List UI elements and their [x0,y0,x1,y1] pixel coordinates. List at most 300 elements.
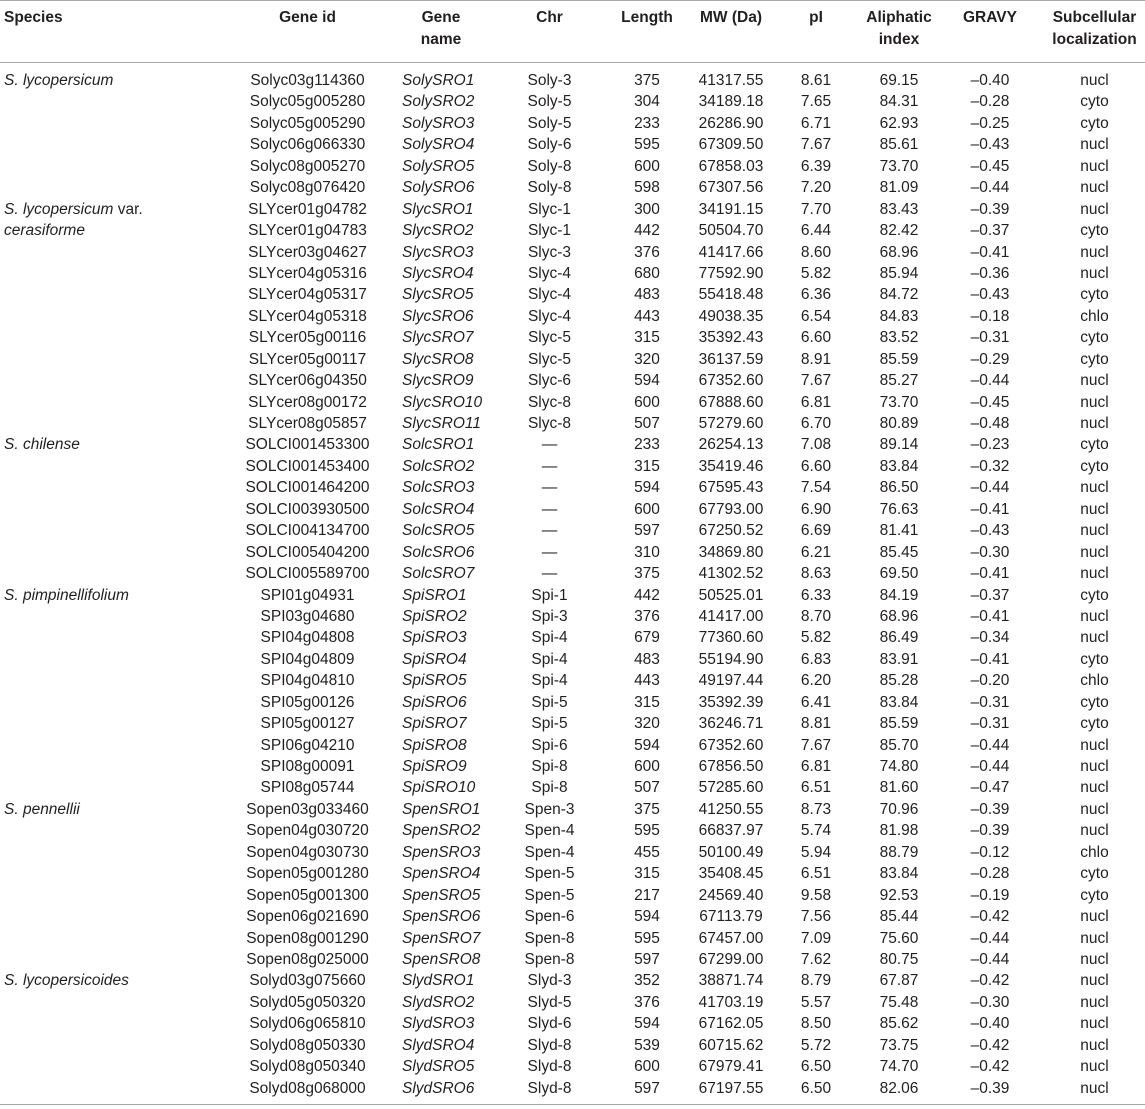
header-aliphatic-index-label: Aliphatic index [866,9,932,48]
gravy-cell: –0.43 [970,136,1010,154]
chr-cell: Spi-8 [531,779,568,797]
species-cell [0,1013,230,1034]
length-cell: 598 [634,179,660,197]
pi-cell: 7.56 [800,908,832,926]
aliphatic-index-cell: 82.42 [879,222,919,240]
mw-cell: 67856.50 [698,758,764,775]
mw-cell: 57285.60 [698,779,764,797]
gravy-cell: –0.30 [970,993,1010,1011]
table-body [0,70,1145,1099]
species-group [0,970,1145,1099]
header-species: Species [4,9,63,26]
species-label [4,434,228,455]
table-row [0,242,1145,263]
chr-cell: — [541,479,558,497]
species-cell [0,349,230,370]
table-row [0,1013,1145,1034]
length-cell: 442 [634,586,660,604]
pi-cell: 9.58 [800,886,832,904]
header-rule [0,62,1145,63]
chr-cell: Slyc-1 [527,222,572,240]
aliphatic-index-cell: 83.84 [879,865,919,883]
species-cell [0,842,230,863]
gravy-cell: –0.43 [970,522,1010,540]
aliphatic-index-cell: 92.53 [879,886,919,904]
chr-cell: Slyc-4 [527,307,572,325]
chr-cell: Slyd-5 [527,993,572,1011]
chr-cell: Soly-5 [527,114,572,132]
chr-cell: Slyc-4 [527,264,572,282]
pi-cell: 6.33 [800,586,832,604]
gene-id-cell: SOLCI005404200 [245,543,370,561]
chr-cell: Spi-1 [531,586,568,604]
gene-id-cell: SPI04g04808 [260,629,355,647]
species-group [0,434,1145,584]
gene-name-cell: SolcSRO7 [402,565,475,583]
table-row [0,842,1145,863]
gene-id-cell: Solyc08g076420 [249,179,366,197]
gene-name-cell: SolySRO4 [402,136,475,154]
pi-cell: 6.54 [800,307,832,325]
table-row [0,928,1145,949]
gene-name-cell: SlydSRO4 [402,1036,475,1054]
gene-name-cell: SolySRO5 [402,157,475,175]
species-qualifier: var. [117,200,143,218]
gene-id-cell: Solyc06g066330 [249,136,366,154]
table-row [0,1078,1145,1099]
table-row [0,670,1145,691]
aliphatic-index-cell: 83.43 [879,200,919,218]
table-row [0,134,1145,155]
aliphatic-index-cell: 85.70 [879,736,919,754]
table-row [0,327,1145,348]
pi-cell: 6.90 [800,500,832,518]
aliphatic-index-cell: 84.83 [879,307,919,325]
pi-cell: 7.67 [800,136,832,154]
pi-cell: 6.36 [800,286,832,304]
gene-name-cell: SlycSRO8 [402,350,474,368]
gravy-cell: –0.47 [970,779,1010,797]
mw-cell: 41250.55 [698,800,764,818]
chr-cell: Slyc-5 [527,329,572,347]
species-cell [0,670,230,691]
length-cell: 315 [634,693,660,711]
gene-id-cell: Sopen06g021690 [246,908,369,926]
table-row [0,91,1145,112]
species-cell [0,327,230,348]
gravy-cell: –0.44 [970,929,1010,947]
aliphatic-index-cell: 85.94 [879,264,919,282]
localization-cell: cyto [1080,436,1109,454]
mw-cell: 67793.00 [698,500,764,518]
species-label [4,70,228,91]
gene-name-cell: SlydSRO2 [402,993,475,1011]
chr-cell: Spen-5 [524,886,575,904]
chr-cell: Spi-4 [531,650,568,668]
gravy-cell: –0.31 [970,329,1010,347]
mw-cell: 67250.52 [698,522,764,540]
gravy-cell: –0.32 [970,457,1010,475]
length-cell: 375 [634,565,660,583]
chr-cell: — [541,457,558,475]
localization-cell: nucl [1080,565,1109,583]
gravy-cell: –0.31 [970,693,1010,711]
localization-cell: nucl [1080,264,1109,282]
pi-cell: 8.61 [800,72,832,89]
chr-cell: Spi-8 [531,758,568,775]
chr-cell: Spen-4 [524,822,575,840]
gene-id-cell: Sopen05g001300 [246,886,369,904]
chr-cell: Spen-3 [524,800,575,818]
gene-name-cell: SlycSRO7 [402,329,474,347]
gravy-cell: –0.42 [970,1036,1010,1054]
header-subcellular-localization [1044,1,1145,62]
chr-cell: Spen-8 [524,929,575,947]
mw-cell: 49197.44 [698,672,764,690]
mw-cell: 35392.39 [698,693,764,711]
species-label [4,799,228,820]
gravy-cell: –0.39 [970,822,1010,840]
chr-cell: — [541,522,558,540]
localization-cell: nucl [1080,1079,1109,1097]
species-group [0,799,1145,971]
mw-cell: 67307.56 [698,179,764,197]
length-cell: 594 [634,1015,660,1033]
pi-cell: 6.39 [800,157,832,175]
species-cell [0,306,230,327]
gravy-cell: –0.39 [970,800,1010,818]
length-cell: 595 [634,822,660,840]
aliphatic-index-cell: 69.15 [879,72,919,89]
localization-cell: nucl [1080,72,1109,89]
localization-cell: nucl [1080,415,1109,432]
aliphatic-index-cell: 73.70 [879,157,919,175]
mw-cell: 67309.50 [698,136,764,154]
aliphatic-index-cell: 74.80 [879,758,919,775]
length-cell: 300 [634,200,660,218]
aliphatic-index-cell: 81.09 [879,179,919,197]
aliphatic-index-cell: 81.41 [879,522,919,540]
species-group [0,70,1145,199]
species-infraspecific: cerasiforme [4,222,85,240]
length-cell: 320 [634,350,660,368]
gene-id-cell: SLYcer01g04783 [248,222,367,240]
gene-id-cell: SOLCI001453400 [245,457,370,475]
gravy-cell: –0.44 [970,736,1010,754]
length-cell: 443 [634,672,660,690]
localization-cell: chlo [1080,672,1109,690]
chr-cell: Spen-4 [524,843,575,861]
gene-id-cell: Sopen08g025000 [246,950,369,968]
mw-cell: 41417.00 [698,607,764,625]
gravy-cell: –0.40 [970,72,1010,89]
species-cell [0,520,230,541]
aliphatic-index-cell: 73.75 [879,1036,919,1054]
bottom-rule [0,1104,1145,1105]
length-cell: 233 [634,114,660,132]
gravy-cell: –0.28 [970,93,1010,111]
length-cell: 594 [634,908,660,926]
header-subcellular-localization-label: Subcellular localization [1052,9,1137,48]
aliphatic-index-cell: 85.27 [879,372,919,390]
species-cell [0,499,230,520]
pi-cell: 8.81 [800,715,832,733]
gene-id-cell: Sopen08g001290 [246,929,369,947]
length-cell: 600 [634,1058,660,1076]
species-label [4,585,228,606]
gravy-cell: –0.30 [970,543,1010,561]
table-row [0,284,1145,305]
length-cell: 507 [634,415,660,432]
gravy-cell: –0.28 [970,865,1010,883]
gravy-cell: –0.34 [970,629,1010,647]
gene-name-cell: SolcSRO4 [402,500,475,518]
length-cell: 442 [634,222,660,240]
gene-name-cell: SpiSRO2 [402,607,467,625]
gravy-cell: –0.45 [970,157,1010,175]
gene-name-cell: SpenSRO6 [402,908,481,926]
mw-cell: 67858.03 [698,157,764,175]
mw-cell: 67595.43 [698,479,764,497]
gravy-cell: –0.44 [970,372,1010,390]
chr-cell: Slyc-4 [527,286,572,304]
gravy-cell: –0.44 [970,950,1010,968]
header-aliphatic-index [862,1,936,62]
chr-cell: Slyd-6 [527,1015,572,1033]
species-cell [0,91,230,112]
chr-cell: — [541,500,558,518]
aliphatic-index-cell: 73.70 [879,393,919,411]
localization-cell: cyto [1080,114,1109,132]
localization-cell: nucl [1080,908,1109,926]
header-length: Length [621,9,673,26]
chr-cell: — [541,565,558,583]
localization-cell: cyto [1080,286,1109,304]
species-cell [0,777,230,798]
table-row [0,263,1145,284]
pi-cell: 7.54 [800,479,832,497]
gene-name-cell: SlydSRO3 [402,1015,475,1033]
gene-name-cell: SlydSRO1 [402,972,475,990]
pi-cell: 6.81 [800,393,832,411]
gravy-cell: –0.42 [970,972,1010,990]
mw-cell: 55194.90 [698,650,764,668]
gene-name-cell: SpiSRO1 [402,586,467,604]
gravy-cell: –0.19 [970,886,1010,904]
species-cell [0,928,230,949]
gene-id-cell: Solyd08g068000 [249,1079,366,1097]
pi-cell: 7.08 [800,436,832,454]
pi-cell: 6.60 [800,329,832,347]
mw-cell: 41317.55 [698,72,764,89]
length-cell: 595 [634,929,660,947]
aliphatic-index-cell: 85.28 [879,672,919,690]
table-row [0,1035,1145,1056]
species-group [0,199,1145,435]
species-cell [0,649,230,670]
mw-cell: 50100.49 [698,843,764,861]
table-header [0,1,1145,62]
localization-cell: cyto [1080,886,1109,904]
gene-id-cell: SOLCI005589700 [245,565,370,583]
mw-cell: 57279.60 [698,415,764,432]
table-row [0,156,1145,177]
gene-name-cell: SlycSRO4 [402,264,474,282]
species-cell [0,177,230,198]
pi-cell: 6.81 [800,758,832,775]
localization-cell: cyto [1080,715,1109,733]
gene-id-cell: SOLCI003930500 [245,500,370,518]
length-cell: 483 [634,286,660,304]
table-row [0,735,1145,756]
length-cell: 539 [634,1036,660,1054]
aliphatic-index-cell: 85.45 [879,543,919,561]
gene-id-cell: Sopen04g030730 [246,843,369,861]
length-cell: 320 [634,715,660,733]
localization-cell: nucl [1080,1036,1109,1054]
gene-name-cell: SpiSRO6 [402,693,467,711]
gene-name-cell: SpiSRO4 [402,650,467,668]
gravy-cell: –0.41 [970,650,1010,668]
localization-cell: cyto [1080,350,1109,368]
mw-cell: 26286.90 [698,114,764,132]
chr-cell: Soly-5 [527,93,572,111]
localization-cell: nucl [1080,950,1109,968]
gene-name-cell: SpiSRO10 [402,779,476,797]
pi-cell: 8.79 [800,972,832,990]
gravy-cell: –0.43 [970,286,1010,304]
species-cell [0,156,230,177]
localization-cell: nucl [1080,243,1109,261]
table-row [0,370,1145,391]
aliphatic-index-cell: 68.96 [879,243,919,261]
gene-id-cell: SLYcer04g05317 [248,286,367,304]
gravy-cell: –0.41 [970,500,1010,518]
pi-cell: 5.72 [800,1036,832,1054]
gravy-cell: –0.37 [970,222,1010,240]
table-row [0,713,1145,734]
localization-cell: nucl [1080,136,1109,154]
gene-name-cell: SolySRO6 [402,179,475,197]
species-cell [0,863,230,884]
aliphatic-index-cell: 68.96 [879,607,919,625]
gene-id-cell: SLYcer08g05857 [248,415,367,432]
gravy-cell: –0.39 [970,200,1010,218]
mw-cell: 50504.70 [698,222,764,240]
gravy-cell: –0.41 [970,243,1010,261]
gravy-cell: –0.48 [970,415,1010,432]
gene-name-cell: SolcSRO6 [402,543,475,561]
length-cell: 595 [634,136,660,154]
length-cell: 455 [634,843,660,861]
pi-cell: 6.20 [800,672,832,690]
pi-cell: 5.82 [800,629,832,647]
localization-cell: cyto [1080,693,1109,711]
pi-cell: 7.67 [800,736,832,754]
gene-name-cell: SpiSRO7 [402,715,467,733]
localization-cell: nucl [1080,629,1109,647]
pi-cell: 6.70 [800,415,832,432]
chr-cell: Spi-4 [531,672,568,690]
gene-id-cell: Sopen03g033460 [246,800,369,818]
species-name: S. pennellii [4,800,80,818]
gene-id-cell: SPI05g00127 [260,715,355,733]
species-cell [0,413,230,434]
aliphatic-index-cell: 62.93 [879,114,919,132]
aliphatic-index-cell: 84.72 [879,286,919,304]
length-cell: 315 [634,865,660,883]
aliphatic-index-cell: 74.70 [879,1058,919,1076]
species-cell [0,735,230,756]
species-cell [0,713,230,734]
table-row [0,649,1145,670]
localization-cell: chlo [1080,307,1109,325]
table-row [0,520,1145,541]
gravy-cell: –0.37 [970,586,1010,604]
species-cell [0,992,230,1013]
gene-name-cell: SolcSRO1 [402,436,475,454]
gravy-cell: –0.45 [970,393,1010,411]
gravy-cell: –0.20 [970,672,1010,690]
localization-cell: nucl [1080,500,1109,518]
gravy-cell: –0.31 [970,715,1010,733]
aliphatic-index-cell: 80.75 [879,950,919,968]
table-row [0,499,1145,520]
gravy-cell: –0.18 [970,307,1010,325]
mw-cell: 34869.80 [698,543,764,561]
header-gravy: GRAVY [963,9,1017,26]
species-cell [0,1056,230,1077]
length-cell: 597 [634,522,660,540]
chr-cell: Spen-6 [524,908,575,926]
localization-cell: nucl [1080,779,1109,797]
length-cell: 376 [634,243,660,261]
gravy-cell: –0.12 [970,843,1010,861]
gene-name-cell: SpenSRO8 [402,950,481,968]
pi-cell: 7.67 [800,372,832,390]
gene-id-cell: Solyd06g065810 [249,1015,366,1033]
aliphatic-index-cell: 80.89 [879,415,919,432]
gene-id-cell: SPI08g00091 [260,758,355,775]
length-cell: 600 [634,393,660,411]
chr-cell: Soly-6 [527,136,572,154]
gravy-cell: –0.42 [970,1058,1010,1076]
table-row [0,906,1145,927]
species-cell [0,284,230,305]
localization-cell: nucl [1080,393,1109,411]
aliphatic-index-cell: 83.52 [879,329,919,347]
pi-cell: 8.50 [800,1015,832,1033]
localization-cell: nucl [1080,736,1109,754]
mw-cell: 35408.45 [698,865,764,883]
table-row [0,692,1145,713]
localization-cell: cyto [1080,457,1109,475]
chr-cell: — [541,436,558,454]
species-cell [0,263,230,284]
gene-name-cell: SlycSRO1 [402,200,474,218]
gene-id-cell: SPI05g00126 [260,693,355,711]
table-row [0,949,1145,970]
gene-name-cell: SpenSRO4 [402,865,481,883]
gene-name-cell: SpenSRO7 [402,929,481,947]
length-cell: 483 [634,650,660,668]
mw-cell: 67299.00 [698,950,764,968]
table-row [0,392,1145,413]
aliphatic-index-cell: 84.19 [879,586,919,604]
localization-cell: nucl [1080,522,1109,540]
species-name: S. chilense [4,436,80,454]
aliphatic-index-cell: 85.44 [879,908,919,926]
